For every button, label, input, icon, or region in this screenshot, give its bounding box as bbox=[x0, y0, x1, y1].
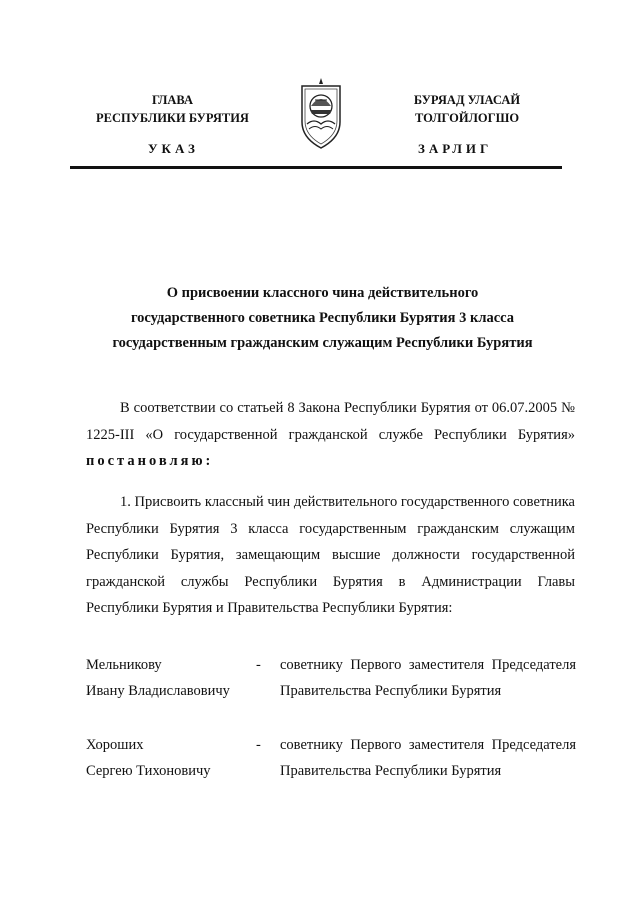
document-title bbox=[70, 281, 575, 356]
item-1-paragraph bbox=[86, 489, 575, 622]
appointee-surname: Хороших bbox=[86, 737, 144, 753]
doc-type-buryat: ЗАРЛИГ bbox=[418, 141, 493, 156]
issuer-title-buryat bbox=[372, 91, 562, 127]
appointee-post: советнику Первого заместителя Председателя Правительства Республики Бурятия bbox=[280, 737, 576, 779]
appointee-given-name: Ивану Владиславовичу bbox=[86, 683, 230, 699]
issuer-line-1: ГЛАВА bbox=[152, 93, 193, 107]
preamble-paragraph bbox=[86, 395, 575, 475]
item-1-text: 1. Присвоить классный чин действительного государственного советника Республики Бурятия 3 класса государственным гражданским служащим Республики Бурятия, замещающим высшие должности государственной гражданской службы Республики Бурятия в Администрации Главы Республики Бурятия и Правительства Республики Бурятия: bbox=[86, 494, 575, 616]
appointee-surname: Мельникову bbox=[86, 657, 162, 673]
issuer-line-1-buryat: БУРЯАД УЛАСАЙ bbox=[413, 93, 521, 107]
header-divider bbox=[70, 166, 562, 169]
appointee-name bbox=[86, 652, 256, 704]
issuer-line-2: РЕСПУБЛИКИ БУРЯТИЯ bbox=[96, 111, 249, 125]
decree-colon: : bbox=[205, 453, 214, 469]
title-line-1: О присвоении классного чина действительного bbox=[166, 285, 479, 301]
issuer-title-russian bbox=[70, 91, 275, 127]
appointee-post: советнику Первого заместителя Председателя Правительства Республики Бурятия bbox=[280, 657, 576, 699]
title-line-2: государственного советника Республики Бурятия 3 класса bbox=[130, 310, 515, 326]
coat-of-arms-icon bbox=[297, 76, 345, 150]
doc-type-russian: УКАЗ bbox=[148, 141, 199, 156]
appointee-name bbox=[86, 732, 256, 784]
appointee-given-name: Сергею Тихоновичу bbox=[86, 763, 211, 779]
issuer-line-2-buryat: ТОЛГОЙЛОГШО bbox=[414, 111, 520, 125]
appointee-dash: - bbox=[256, 657, 261, 673]
title-line-3: государственным гражданским служащим Республики Бурятия bbox=[112, 335, 533, 351]
preamble-text: В соответствии со статьей 8 Закона Республики Бурятия от 06.07.2005 № 1225-III «О государственной гражданской службе Республики Бурятия» bbox=[86, 400, 575, 443]
appointee-dash: - bbox=[256, 737, 261, 753]
decree-word: постановляю bbox=[86, 453, 206, 469]
